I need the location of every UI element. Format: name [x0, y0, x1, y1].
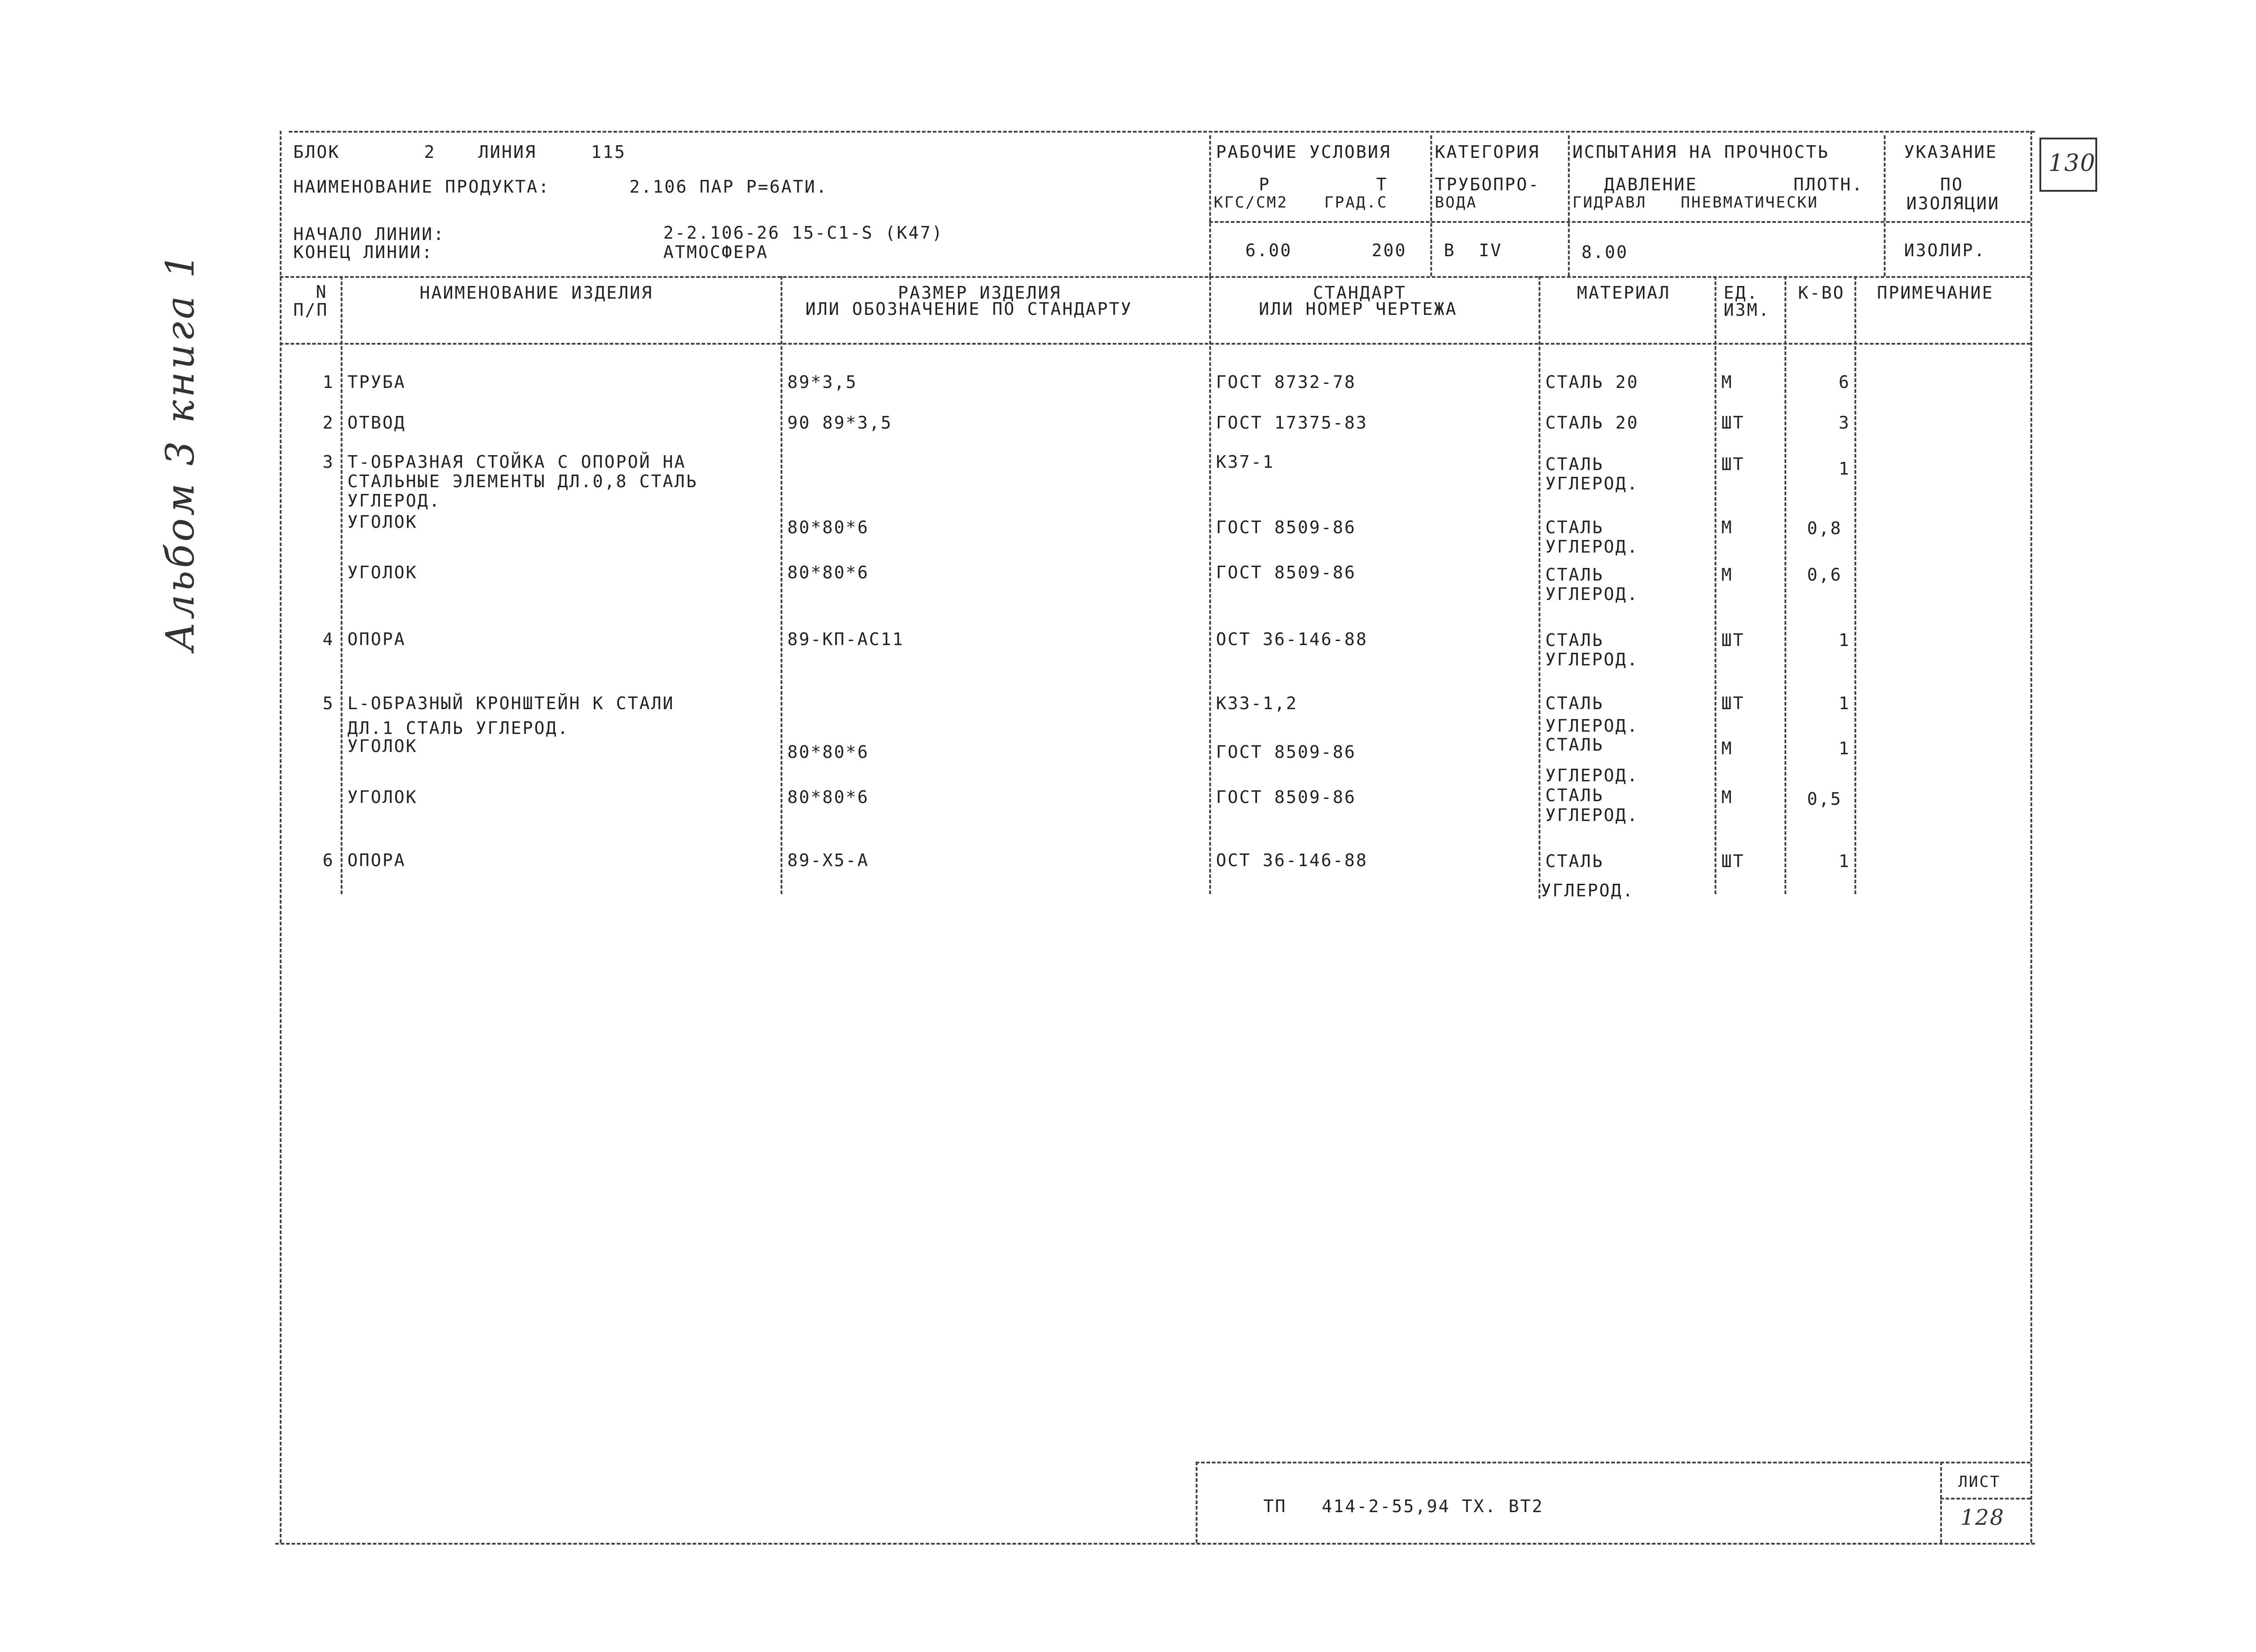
- row-qty: 1: [1839, 459, 1850, 479]
- row-unit: М: [1721, 565, 1733, 585]
- col-note: ПРИМЕЧАНИЕ: [1877, 283, 1994, 303]
- footer-doc-code: ТП 414-2-55,94 ТХ. ВТ2: [1263, 1496, 1544, 1516]
- col-num-1: N: [316, 282, 328, 302]
- row-name: УГОЛОК: [347, 736, 418, 756]
- frame-top-line: [289, 131, 2035, 133]
- row-unit: М: [1721, 787, 1733, 807]
- row-material-line-2: УГЛЕРОД.: [1545, 716, 1639, 736]
- row-std: ГОСТ 17375-83: [1216, 413, 1368, 433]
- row-name: ОПОРА: [347, 629, 406, 649]
- line-value: 115: [591, 142, 626, 162]
- col-sep-qty: [1854, 276, 1856, 894]
- category-value: В IV: [1444, 240, 1502, 260]
- side-note: Альбом 3 книга 1: [158, 251, 203, 651]
- row-qty: 1: [1839, 630, 1850, 650]
- row-num: 1: [323, 372, 334, 392]
- row-unit: М: [1721, 372, 1733, 392]
- row-material: СТАЛЬ: [1545, 785, 1604, 805]
- row-num: 3: [323, 452, 334, 472]
- col-sep-size: [1209, 276, 1211, 894]
- col-material: МАТЕРИАЛ: [1577, 283, 1671, 303]
- p-unit: КГС/СМ2: [1214, 194, 1288, 212]
- row-name: ОПОРА: [347, 850, 406, 870]
- start-value: 2-2.106-26 15-C1-S (К47): [663, 223, 944, 243]
- row-unit: ШТ: [1721, 454, 1745, 474]
- row-num: 6: [323, 850, 334, 870]
- row-std: ГОСТ 8509-86: [1216, 563, 1356, 582]
- row-material-line-2: УГЛЕРОД.: [1545, 537, 1639, 557]
- footer-sheet-line: [1940, 1498, 2030, 1500]
- row-std: ГОСТ 8509-86: [1216, 742, 1356, 762]
- insulation-label-3: ИЗОЛЯЦИИ: [1906, 194, 2000, 213]
- p-label: Р: [1259, 175, 1271, 194]
- product-value: 2.106 ПАР Р=6АТИ.: [629, 177, 828, 197]
- row-unit: ШТ: [1721, 693, 1745, 713]
- density-label: ПЛОТН.: [1794, 175, 1864, 194]
- footer-sheet-label: ЛИСТ: [1958, 1473, 2001, 1491]
- row-material-line-2: УГЛЕРОД.: [1545, 474, 1639, 494]
- insulation-label-2: ПО: [1940, 175, 1964, 194]
- col-sep-num: [341, 276, 342, 894]
- row-material: СТАЛЬ 20: [1545, 372, 1639, 392]
- pneumatic-label: ПНЕВМАТИЧЕСКИ: [1681, 194, 1819, 212]
- start-label: НАЧАЛО ЛИНИИ:: [293, 224, 445, 244]
- row-material-line-2: УГЛЕРОД.: [1545, 805, 1639, 825]
- row-material: СТАЛЬ: [1545, 565, 1604, 585]
- row-size: 80*80*6: [787, 787, 869, 807]
- row-qty: 0,6: [1807, 565, 1842, 585]
- footer-sheet-number: 128: [1960, 1505, 2005, 1530]
- row-num: 5: [323, 693, 334, 713]
- row-material: СТАЛЬ: [1545, 630, 1604, 650]
- frame-right-line: [2030, 131, 2032, 1543]
- product-label: НАИМЕНОВАНИЕ ПРОДУКТА:: [293, 177, 550, 197]
- row-unit: М: [1721, 517, 1733, 537]
- end-label: КОНЕЦ ЛИНИИ:: [293, 242, 434, 262]
- col-sep-material: [1715, 276, 1716, 894]
- header-vline-tests: [1568, 135, 1570, 276]
- work-conditions-label: РАБОЧИЕ УСЛОВИЯ: [1216, 142, 1392, 162]
- row-std: ГОСТ 8509-86: [1216, 517, 1356, 537]
- p-value: 6.00: [1245, 240, 1292, 260]
- col-sep-unit: [1784, 276, 1786, 894]
- row-std: ГОСТ 8509-86: [1216, 787, 1356, 807]
- row-material: СТАЛЬ: [1545, 693, 1604, 713]
- insulation-label-1: УКАЗАНИЕ: [1904, 142, 1998, 162]
- hydraulic-label: ГИДРАВЛ: [1572, 194, 1647, 212]
- category-label-3: ВОДА: [1435, 194, 1477, 212]
- row-qty: 6: [1839, 372, 1850, 392]
- row-num: 2: [323, 413, 334, 433]
- row-qty: 1: [1839, 851, 1850, 871]
- row-qty: 1: [1839, 738, 1850, 758]
- row-std: К37-1: [1216, 452, 1275, 472]
- hydraulic-value: 8.00: [1581, 242, 1628, 262]
- row-qty: 0,8: [1807, 518, 1842, 538]
- row-size: 89*3,5: [787, 372, 858, 392]
- frame-bottom-line: [275, 1543, 2035, 1545]
- row-unit: ШТ: [1721, 413, 1745, 433]
- row-material: СТАЛЬ 20: [1545, 413, 1639, 433]
- col-unit-2: ИЗМ.: [1724, 300, 1771, 320]
- row-material: СТАЛЬ: [1545, 454, 1604, 474]
- row-material-line-2: УГЛЕРОД.: [1545, 584, 1639, 604]
- row-unit: М: [1721, 738, 1733, 758]
- line-label: ЛИНИЯ: [478, 142, 537, 162]
- row-name: Т-ОБРАЗНАЯ СТОЙКА С ОПОРОЙ НА: [347, 452, 686, 472]
- col-num-2: П/П: [293, 300, 328, 320]
- header-vline-category: [1430, 135, 1432, 276]
- t-label: Т: [1376, 175, 1388, 194]
- row-material: СТАЛЬ: [1545, 851, 1604, 871]
- col-std-1: СТАНДАРТ: [1313, 283, 1407, 303]
- header-line-3: [280, 343, 2030, 345]
- row-material-line-2: УГЛЕРОД.: [1545, 650, 1639, 669]
- row-material: СТАЛЬ: [1545, 735, 1604, 755]
- row-size: 80*80*6: [787, 517, 869, 537]
- tests-label: ИСПЫТАНИЯ НА ПРОЧНОСТЬ: [1572, 142, 1830, 162]
- row-material-line-2: УГЛЕРОД.: [1545, 766, 1639, 785]
- category-label-2: ТРУБОПРО-: [1435, 175, 1540, 194]
- row-name: ОТВОД: [347, 413, 406, 433]
- col-sep-name: [781, 276, 782, 894]
- row-material: СТАЛЬ: [1545, 517, 1604, 537]
- row-num: 4: [323, 629, 334, 649]
- end-value: АТМОСФЕРА: [663, 242, 768, 262]
- row-name-line-2: ДЛ.1 СТАЛЬ УГЛЕРОД.: [347, 718, 569, 738]
- row-name: УГОЛОК: [347, 512, 418, 532]
- row-name-line-3: УГЛЕРОД.: [347, 491, 441, 511]
- footer-sheet-sep: [1940, 1462, 1942, 1543]
- col-name: НАИМЕНОВАНИЕ ИЗДЕЛИЯ: [420, 283, 653, 303]
- pressure-label: ДАВЛЕНИЕ: [1604, 175, 1698, 194]
- col-unit-1: ЕД.: [1724, 283, 1759, 303]
- row-unit: ШТ: [1721, 630, 1745, 650]
- category-label-1: КАТЕГОРИЯ: [1435, 142, 1540, 162]
- footer-left-line: [1196, 1462, 1197, 1543]
- header-vline-conditions: [1209, 135, 1211, 276]
- col-std-2: ИЛИ НОМЕР ЧЕРТЕЖА: [1259, 299, 1457, 319]
- row-name: УГОЛОК: [347, 787, 418, 807]
- block-value: 2: [424, 142, 436, 162]
- row-qty: 0,5: [1807, 789, 1842, 809]
- block-label: БЛОК: [293, 142, 340, 162]
- t-unit: ГРАД.С: [1324, 194, 1388, 212]
- insulation-value: ИЗОЛИР.: [1904, 240, 1986, 260]
- row-std: ОСТ 36-146-88: [1216, 850, 1368, 870]
- row-size: 89-Х5-А: [787, 850, 869, 870]
- row-std: ГОСТ 8732-78: [1216, 372, 1356, 392]
- row-name: УГОЛОК: [347, 563, 418, 582]
- row-size: 89-КП-АС11: [787, 629, 904, 649]
- header-line-1: [1209, 221, 2030, 223]
- row-name: L-ОБРАЗНЫЙ КРОНШТЕЙН К СТАЛИ: [347, 693, 675, 713]
- row-name: ТРУБА: [347, 372, 406, 392]
- sheet-stamp: 130: [2048, 150, 2096, 177]
- col-size-2: ИЛИ ОБОЗНАЧЕНИЕ ПО СТАНДАРТУ: [805, 299, 1133, 319]
- t-value: 200: [1372, 240, 1407, 260]
- row-qty: 3: [1839, 413, 1850, 433]
- header-vline-insulation: [1884, 135, 1886, 276]
- row-size: 80*80*6: [787, 742, 869, 762]
- row-name-line-2: СТАЛЬНЫЕ ЭЛЕМЕНТЫ ДЛ.0,8 СТАЛЬ: [347, 471, 698, 491]
- row-size: 90 89*3,5: [787, 413, 892, 433]
- col-size-1: РАЗМЕР ИЗДЕЛИЯ: [898, 283, 1062, 303]
- row-qty: 1: [1839, 693, 1850, 713]
- row-material-line-2: УГЛЕРОД.: [1541, 881, 1635, 900]
- footer-top-line: [1196, 1462, 2030, 1463]
- col-sep-std: [1539, 276, 1540, 899]
- row-size: 80*80*6: [787, 563, 869, 582]
- header-line-2: [280, 276, 2030, 278]
- row-std: ОСТ 36-146-88: [1216, 629, 1368, 649]
- row-unit: ШТ: [1721, 851, 1745, 871]
- col-qty: К-ВО: [1798, 283, 1845, 303]
- row-std: К33-1,2: [1216, 693, 1298, 713]
